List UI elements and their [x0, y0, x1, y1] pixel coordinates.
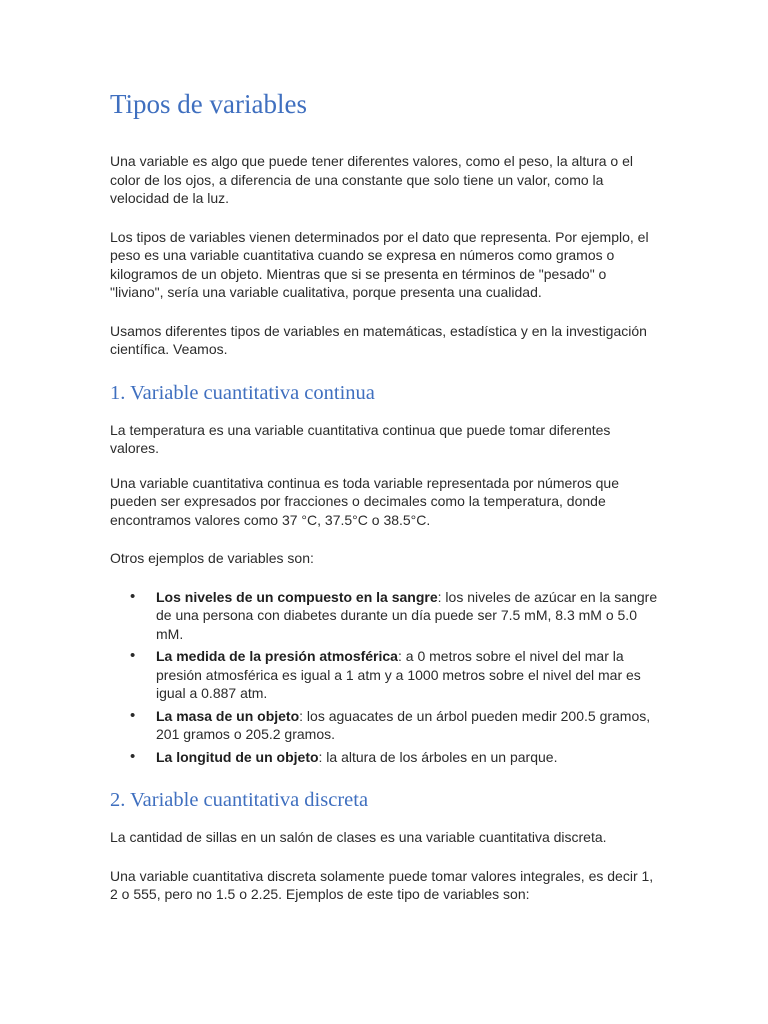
list-item	[110, 647, 662, 703]
section-1-paragraph-1: La temperatura es una variable cuantitativa continua que puede tomar diferentes valores.	[110, 421, 611, 456]
section-2-heading: 2. Variable cuantitativa discreta	[110, 789, 369, 811]
list-item	[110, 707, 662, 744]
list-item-term: La medida de la presión atmosférica	[156, 648, 398, 664]
section-2-paragraph-2: Una variable cuantitativa discreta solamente puede tomar valores integrales, es decir 1, 2 o 555, pero no 1.5 o 2.25. Ejemplos de este tipo de variables son:	[110, 867, 654, 902]
intro-paragraph-2: Los tipos de variables vienen determinados por el dato que representa. Por ejemplo, el peso es una variable cuantitativa cuando se expresa en números como gramos o kilogramos de un objeto. Mientras que si se presenta en términos de "pesado" o "liviano", sería una variable cualitativa, porque presenta una cualidad.	[110, 228, 649, 300]
document-page	[110, 84, 662, 904]
list-item-term: Los niveles de un compuesto en la sangre	[156, 588, 438, 605]
intro-paragraph-3: Usamos diferentes tipos de variables en matemáticas, estadística y en la investigación científica. Veamos.	[110, 322, 647, 357]
list-item	[110, 588, 662, 644]
list-item-term: La longitud de un objeto	[156, 748, 319, 765]
list-item-text: : los aguacates de un árbol pueden medir 200.5 gramos, 201 gramos o 205.2 gramos.	[156, 707, 651, 742]
section-2-paragraph-1: La cantidad de sillas en un salón de clases es una variable cuantitativa discreta.	[110, 829, 607, 845]
page-title: Tipos de variables	[110, 89, 307, 119]
list-item-term: La masa de un objeto	[156, 707, 300, 724]
intro-paragraph-1: Una variable es algo que puede tener diferentes valores, como el peso, la altura o el color de los ojos, a diferencia de una constante que solo tiene un valor, como la velocidad de la luz.	[110, 153, 633, 206]
list-item-text: : la altura de los árboles en un parque.	[318, 748, 558, 765]
examples-list	[110, 588, 662, 767]
list-item-text: : los niveles de azúcar en la sangre de una persona con diabetes durante un día puede ser 7.5 mM, 8.3 mM o 5.0 mM.	[156, 588, 658, 642]
section-1-heading: 1. Variable cuantitativa continua	[110, 381, 375, 404]
list-item	[110, 748, 662, 767]
section-1-paragraph-2: Una variable cuantitativa continua es toda variable representada por números que pueden ser expresados por fracciones o decimales como la temperatura, donde encontramos valores como 37 °C, 37.5°C o 38.5°C.	[110, 474, 619, 528]
list-item-text: : a 0 metros sobre el nivel del mar la presión atmosférica es igual a 1 atm y a 1000 metros sobre el nivel del mar es igual a 0.887 atm.	[156, 648, 641, 701]
section-1-paragraph-3: Otros ejemplos de variables son:	[110, 550, 314, 566]
